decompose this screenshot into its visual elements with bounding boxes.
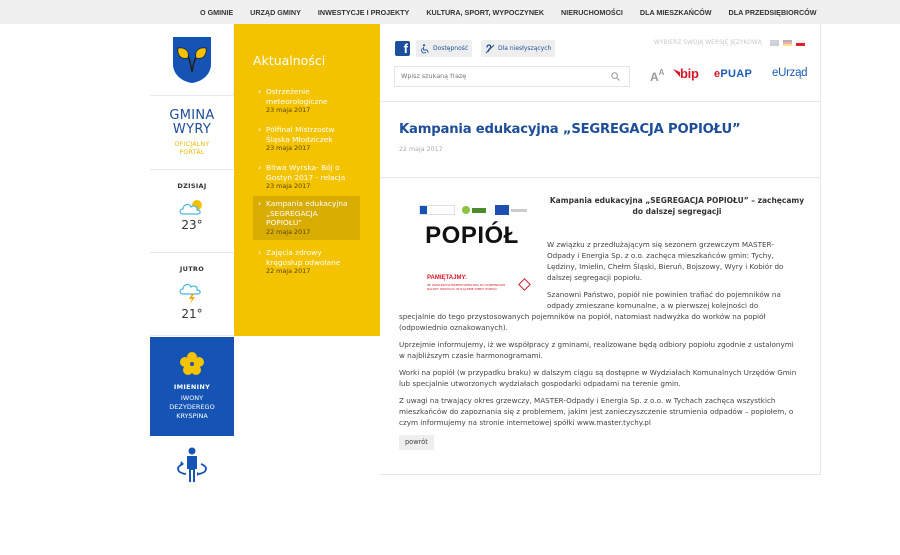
weather-today-temp: 23° xyxy=(181,218,203,232)
nameday-name: IWONY xyxy=(180,394,204,402)
gmina-name-line1: GMINA xyxy=(169,108,215,123)
news-item-title[interactable]: Półfinał Mistrzostw Śląska Młodziczek xyxy=(266,125,335,144)
nav-o-gminie[interactable]: O GMINIE xyxy=(200,7,234,17)
nameday-name: KRYSPINA xyxy=(176,412,208,420)
chevron-right-icon: › xyxy=(258,199,262,208)
facebook-icon[interactable]: f xyxy=(395,41,410,56)
flag-german-icon[interactable] xyxy=(783,40,792,46)
portal-subtitle xyxy=(150,141,234,157)
epuap-link[interactable] xyxy=(714,68,752,80)
chevron-right-icon: › xyxy=(258,248,262,257)
news-item-title[interactable]: Kampania edukacyjna „SEGREGACJA POPIOŁU” xyxy=(266,199,348,227)
article-body xyxy=(380,178,821,475)
news-item-date: 23 maja 2017 xyxy=(266,144,311,152)
infrastructure-logo xyxy=(419,205,455,215)
news-item-title[interactable]: Ostrzeżenie meteorologiczne xyxy=(266,87,328,106)
portal-subtitle-line1: OFICJALNY xyxy=(174,141,210,148)
nav-dla-mieszkancow[interactable]: DLA MIESZKAŃCÓW xyxy=(639,7,712,17)
news-item-active[interactable] xyxy=(253,196,360,240)
news-item[interactable] xyxy=(253,84,360,118)
nav-nieruchomosci[interactable]: NIERUCHOMOŚCI xyxy=(561,7,623,17)
news-panel xyxy=(234,24,380,336)
weather-tomorrow-temp: 21° xyxy=(181,307,203,321)
search-box xyxy=(394,66,630,87)
article-title: Kampania edukacyjna „SEGREGACJA POPIOŁU” xyxy=(399,122,741,137)
cloud-lightning-icon xyxy=(178,281,206,305)
news-heading: Aktualności xyxy=(253,53,326,68)
article-paragraph: Worki na popiół (w przypadku braku) w dalszym ciągu są dostępne w Wydziałach Komunalnych Urzędów Gmin lub specjalnie utworzonych wydziałach gospodarki odpadami na terenie gmin. xyxy=(399,368,797,388)
back-button[interactable]: powrót xyxy=(399,435,434,450)
font-size-button[interactable]: $A^A$ xyxy=(650,68,665,84)
news-item-title[interactable]: Bitwa Wyrska- Bój o Gostyń 2017 - relacja xyxy=(266,163,346,182)
article-date: 22 maja 2017 xyxy=(399,146,443,153)
article-body-title: Kampania edukacyjna „SEGREGACJA POPIOŁU” – zachęcamy do dalszej segregacji xyxy=(549,196,805,216)
person-rotate-icon xyxy=(172,445,212,485)
nav-inwestycje[interactable]: INWESTYCJE I PROJEKTY xyxy=(317,7,410,17)
portal-subtitle-line2: PORTAL xyxy=(179,149,205,156)
news-item-date: 22 maja 2017 xyxy=(266,227,311,236)
poster-image xyxy=(413,202,531,292)
news-item[interactable] xyxy=(253,245,360,279)
deaf-ear-icon xyxy=(485,44,495,54)
weather-tomorrow-label: JUTRO xyxy=(179,265,205,273)
flower-icon xyxy=(179,351,205,375)
top-navigation xyxy=(200,0,834,24)
master-logo xyxy=(462,206,488,215)
eu-logo xyxy=(495,205,529,215)
poster-headline: POPIÓŁ xyxy=(425,222,519,249)
gmina-name xyxy=(150,109,234,137)
flag-polish-icon[interactable] xyxy=(796,40,805,46)
cloud-sun-icon xyxy=(178,198,206,216)
search-icon[interactable] xyxy=(611,72,620,81)
nav-dla-przedsiebiorcow[interactable]: DLA PRZEDSIĘBIORCÓW xyxy=(728,7,817,17)
bip-label: bip xyxy=(680,66,699,81)
article-paragraph: W związku z przedłużającym się sezonem grzewczym MASTER-Odpady i Energia Sp. z o.o. zachęca mieszkańców gmin: Tychy, Lędziny, Imielin, Chełm Śląski, Bieruń, Bojszowy, Wyry i Kobiór do dalszej segregacji popiołu. xyxy=(547,240,784,282)
coat-of-arms-link[interactable] xyxy=(150,24,234,96)
news-item[interactable] xyxy=(253,160,360,194)
poster-warning: PAMIĘTAJMY: xyxy=(427,275,467,281)
deaf-support-label: Dla niesłyszących xyxy=(498,45,552,52)
virtual-walk-button[interactable] xyxy=(150,436,234,494)
nameday-name: DEZYDEREGO xyxy=(169,403,215,411)
bip-link[interactable] xyxy=(673,66,699,81)
language-label: WYBIERZ SWOJĄ WERSJĘ JĘZYKOWĄ xyxy=(654,40,762,46)
news-item-date: 23 maja 2017 xyxy=(266,182,311,190)
weather-today-label: DZISIAJ xyxy=(177,182,207,190)
nameday-title: IMIENINY xyxy=(173,383,211,391)
news-item[interactable] xyxy=(253,122,360,156)
epuap-e: e xyxy=(714,68,721,80)
news-item-title[interactable]: Zajęcia zdrowy kręgosłup odwołane xyxy=(266,248,341,267)
epuap-label: PUAP xyxy=(720,68,753,80)
eurzad-link[interactable]: eUrząd xyxy=(772,67,808,79)
gmina-name-line2: WYRY xyxy=(172,122,212,137)
flag-english-icon[interactable] xyxy=(770,40,779,46)
news-item-date: 23 maja 2017 xyxy=(266,106,311,114)
bip-flag-icon xyxy=(673,69,680,77)
deaf-support-button[interactable] xyxy=(481,40,555,57)
article-paragraph: specjalnie do tego przystosowanych pojemników na popiół, natomiast nadwyżka do worków na popiół (odpowiednio oznakowanych). xyxy=(399,312,766,332)
nav-kultura[interactable]: KULTURA, SPORT, WYPOCZYNEK xyxy=(426,7,545,17)
nameday-names xyxy=(150,394,234,421)
weather-tomorrow xyxy=(150,253,234,336)
hazard-icon xyxy=(518,278,531,291)
header-tools xyxy=(380,24,821,102)
coat-of-arms-icon xyxy=(172,36,212,84)
article-paragraph: Uprzejmie informujemy, iż we współpracy z gminami, realizowane będą odbiory popiołu zgodnie z ustalonymi w najbliższym czasie harmonogramami. xyxy=(399,340,794,360)
left-column xyxy=(150,24,234,494)
weather-today xyxy=(150,170,234,253)
poster-warning-text: ZE WZGLĘDÓW BEZPIECZEŃSTWA DO POJEMNIKÓW NALEŻY WRZUCAĆ WYŁĄCZNIE ZIMNY POPIÓŁ! xyxy=(427,283,506,291)
chevron-right-icon: › xyxy=(258,87,262,96)
gmina-branding xyxy=(150,96,234,170)
article-header xyxy=(380,102,821,178)
news-item-date: 22 maja 2017 xyxy=(266,267,311,275)
article-paragraph: Szanowni Państwo, popiół nie powinien trafiać do pojemników na odpady zmieszane komunalne, a w pierwszej kolejności do xyxy=(547,290,781,310)
chevron-right-icon: › xyxy=(258,125,262,134)
wheelchair-icon xyxy=(420,44,430,54)
chevron-right-icon: › xyxy=(258,163,262,172)
search-input[interactable] xyxy=(401,72,601,80)
nav-urzad-gminy[interactable]: URZĄD GMINY xyxy=(250,7,301,17)
accessibility-label: Dostępność xyxy=(433,45,469,52)
sponsor-logos xyxy=(419,204,529,216)
nameday-box xyxy=(150,337,234,436)
article-paragraph: Z uwagi na trwający okres grzewczy, MASTER-Odpady i Energia Sp. z o.o. w Tychach zachęca wszystkich mieszkańców do zapoznania się z problemem, jakim jest zanieczyszczenie strumienia odpadów – popiołem, o czym informujemy na stronie internetowej spółki www.master.tychy.pl xyxy=(399,396,794,427)
accessibility-button[interactable] xyxy=(416,40,472,57)
